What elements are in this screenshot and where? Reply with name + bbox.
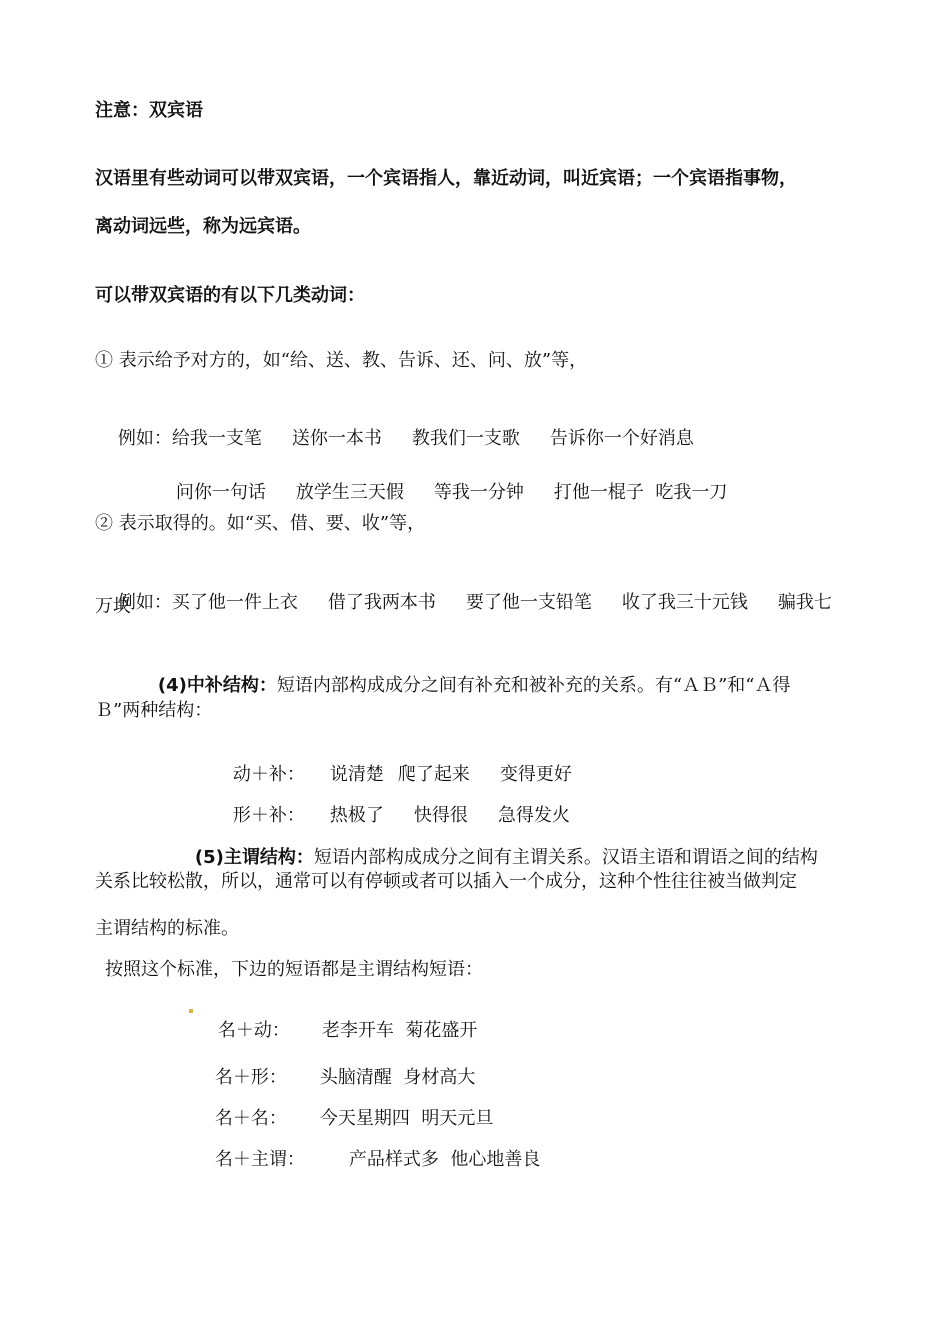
example-phrase: 等我一分钟 xyxy=(433,482,524,503)
verb-types-heading: 可以带双宾语的有以下几类动词： xyxy=(95,285,365,306)
intro-line-1: 汉语里有些动词可以带双宾语，一个宾语指人，靠近动词，叫近宾语；一个宾语指事物， xyxy=(95,168,797,189)
example-phrase: 产品样式多 他心地善良 xyxy=(348,1149,541,1170)
section-5-line-3: 主谓结构的标准。 xyxy=(95,918,239,939)
heading-double-object: 注意：双宾语 xyxy=(95,100,203,121)
example-phrase: 收了我三十元钱 xyxy=(621,592,748,613)
section-4-title: (4)中补结构： xyxy=(157,675,277,696)
example-phrase: 爬了起来 xyxy=(397,764,470,785)
section-4-line-2: Ｂ”两种结构： xyxy=(95,700,213,721)
example-phrase: 给我一支笔 xyxy=(171,428,262,449)
example-phrase: 问你一句话 xyxy=(175,482,266,503)
example-phrase: 今天星期四 明天元旦 xyxy=(319,1108,494,1129)
example-label: 形＋补： xyxy=(232,805,305,826)
example-phrase: 借了我两本书 xyxy=(327,592,436,613)
section-4-text: 短语内部构成成分之间有补充和被补充的关系。有“ＡＢ”和“Ａ得 xyxy=(276,675,791,696)
example-phrase: 放学生三天假 xyxy=(295,482,404,503)
section-5-text: 短语内部构成成分之间有主谓关系。汉语主语和谓语之间的结构 xyxy=(313,847,818,868)
example-label: 名＋形： xyxy=(214,1067,287,1088)
example-label: 名＋动： xyxy=(217,1020,290,1041)
section-4-line-1 xyxy=(135,650,790,722)
example-phrase: 打他一棍子 吃我一刀 xyxy=(553,482,728,503)
section-5-line-2: 关系比较松散，所以，通常可以有停顿或者可以插入一个成分，这种个性往往被当做判定 xyxy=(95,871,797,892)
example-label: 例如： xyxy=(117,592,172,613)
example-label: 动＋补： xyxy=(232,764,305,785)
example-phrase: 头脑清醒 身材高大 xyxy=(319,1067,476,1088)
intro-line-2: 离动词远些，称为远宾语。 xyxy=(95,216,311,237)
subject-predicate-example-noun-clause xyxy=(192,1124,540,1196)
example-2-continuation: 万块 xyxy=(95,596,131,617)
item-1-giving: ① 表示给予对方的，如“给、送、教、告诉、还、问、放”等， xyxy=(95,350,588,371)
section-5-title: (5)主谓结构： xyxy=(194,847,314,868)
section-5-line-4: 按照这个标准，下边的短语都是主谓结构短语： xyxy=(105,959,483,980)
example-phrase: 送你一本书 xyxy=(291,428,382,449)
example-phrase: 变得更好 xyxy=(499,764,572,785)
example-phrase: 快得很 xyxy=(413,805,468,826)
example-phrase: 热极了 xyxy=(329,805,384,826)
example-label: 名＋名： xyxy=(214,1108,287,1129)
example-label: 例如： xyxy=(117,428,172,449)
example-phrase: 老李开车 菊花盛开 xyxy=(321,1020,478,1041)
example-phrase: 骗我七 xyxy=(777,592,832,613)
example-phrase: 买了他一件上衣 xyxy=(171,592,298,613)
example-phrase: 告诉你一个好消息 xyxy=(549,428,694,449)
example-phrase: 说清楚 xyxy=(329,764,384,785)
item-2-obtaining: ② 表示取得的。如“买、借、要、收”等， xyxy=(95,513,426,534)
example-label: 名＋主谓： xyxy=(214,1149,305,1170)
example-2-row-1 xyxy=(95,567,832,639)
example-phrase: 教我们一支歌 xyxy=(411,428,520,449)
example-phrase: 要了他一支铅笔 xyxy=(465,592,592,613)
example-phrase: 急得发火 xyxy=(497,805,570,826)
comment-marker-icon xyxy=(189,1009,193,1013)
